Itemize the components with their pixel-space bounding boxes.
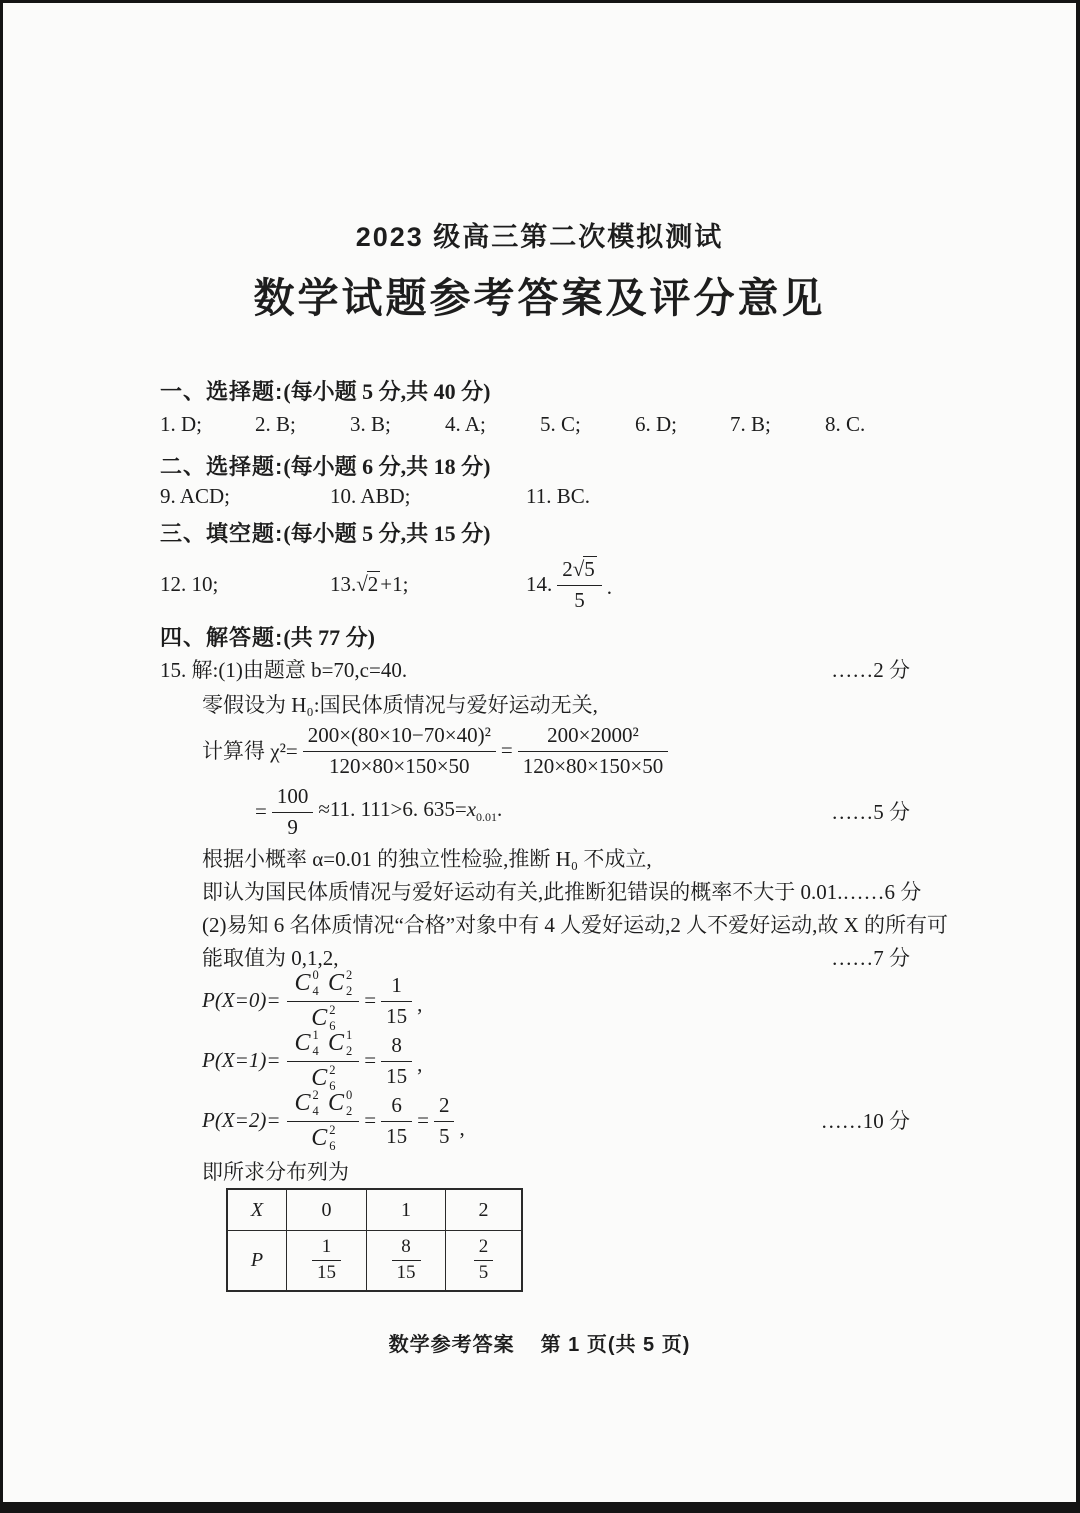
score-mark: ……2 分 xyxy=(831,658,910,682)
fraction xyxy=(287,968,359,1033)
subscript: 2 xyxy=(346,984,353,998)
sqrt-expression xyxy=(356,572,380,597)
probability-lhs: P(X=0)= xyxy=(202,987,281,1012)
variable-x: x xyxy=(466,796,477,821)
fraction xyxy=(392,1237,421,1284)
denominator: 5 xyxy=(438,1123,450,1148)
section-header-choice-1 xyxy=(160,375,490,406)
equals-sign: = xyxy=(364,987,377,1012)
answer-suffix: +1; xyxy=(380,571,409,596)
score-mark: ……7 分 xyxy=(831,946,910,970)
superscript: 2 xyxy=(312,1087,319,1102)
fraction xyxy=(272,783,314,838)
numerator: 8 xyxy=(381,1032,412,1061)
answers-row-1-8 xyxy=(160,412,920,437)
approx-text: ≈11. 111>6. 635= xyxy=(318,796,467,821)
section-note: (每小题 6 分,共 18 分) xyxy=(283,454,491,479)
radicand: 5 xyxy=(584,557,595,582)
table-cell: 2 xyxy=(446,1189,523,1231)
denominator: 5 xyxy=(574,587,585,612)
fraction xyxy=(434,1092,455,1147)
coefficient: 2 xyxy=(562,557,573,582)
combination xyxy=(328,1029,352,1058)
equals-sign: = xyxy=(364,1047,377,1072)
combination-symbol: C xyxy=(311,1005,328,1031)
answers-row-12-14 xyxy=(160,551,612,617)
equals-sign: = xyxy=(364,1107,377,1132)
numerator: 2 xyxy=(434,1092,455,1121)
subscript: 6 xyxy=(329,1079,336,1093)
fraction xyxy=(381,1092,412,1147)
section-label: 四、解答题: xyxy=(160,625,284,650)
table-cell xyxy=(446,1231,523,1292)
answer-item: 5. C; xyxy=(540,412,581,436)
subscript: 2 xyxy=(346,1104,353,1118)
period: . xyxy=(497,796,503,821)
distribution-intro-line: 即所求分布列为 xyxy=(202,1160,349,1184)
section-note: (每小题 5 分,共 15 分) xyxy=(283,521,491,546)
answer-item: 7. B; xyxy=(730,412,771,436)
denominator: 9 xyxy=(287,814,298,839)
table-row-p xyxy=(227,1231,522,1292)
answer-item: 3. B; xyxy=(350,412,391,436)
answers-row-9-11 xyxy=(160,484,590,509)
equals-sign: = xyxy=(500,737,513,762)
numerator xyxy=(557,556,602,585)
fraction xyxy=(474,1237,494,1284)
combination xyxy=(294,1029,318,1058)
subscript: 4 xyxy=(312,1044,319,1058)
denominator xyxy=(287,1122,359,1153)
table-cell xyxy=(287,1231,367,1292)
comma: , xyxy=(459,1115,465,1140)
fraction xyxy=(303,722,496,777)
combination-symbol: C xyxy=(294,1090,311,1116)
answer-prefix: 13. xyxy=(330,571,357,596)
numerator: 100 xyxy=(272,783,314,812)
solution-line-4: 根据小概率 α=0.01 的独立性检验,推断 H₀ 不成立, xyxy=(202,847,652,871)
table-cell xyxy=(367,1231,446,1292)
denominator: 15 xyxy=(317,1262,336,1283)
probability-line-x1 xyxy=(202,1027,423,1093)
numerator: 1 xyxy=(312,1237,341,1261)
formula-prefix: 计算得 χ²= xyxy=(202,739,298,763)
superscript: 2 xyxy=(329,1122,336,1137)
answer-item-12: 12. 10; xyxy=(160,571,219,596)
combination-symbol: C xyxy=(294,970,311,996)
answer-item: 10. ABD; xyxy=(330,484,411,508)
combination-symbol: C xyxy=(294,1030,311,1056)
answer-item-13 xyxy=(330,572,526,597)
equals-sign: = xyxy=(417,1107,429,1132)
footer-page-number: 第 1 页(共 5 页) xyxy=(540,1334,691,1356)
solution-text: 即认为国民体质情况与爱好运动有关,此推断犯错误的概率不大于 0.01. xyxy=(202,880,843,904)
subscript: 6 xyxy=(329,1139,336,1153)
combination-symbol: C xyxy=(311,1125,328,1151)
equals-sign: = xyxy=(255,798,267,823)
score-mark: ……6 分 xyxy=(842,880,922,904)
section-label: 三、填空题: xyxy=(160,521,284,546)
comma: , xyxy=(417,992,423,1016)
footer-doc-name: 数学参考答案 xyxy=(388,1334,515,1356)
subscript: 4 xyxy=(312,984,319,998)
fraction xyxy=(557,556,602,611)
fraction xyxy=(518,722,669,777)
numerator xyxy=(287,1088,359,1122)
section-label: 二、选择题: xyxy=(160,454,284,479)
section-header-choice-2 xyxy=(160,450,490,481)
probability-expression xyxy=(202,1088,465,1153)
denominator: 15 xyxy=(396,1262,416,1283)
answer-item: 8. C. xyxy=(825,412,866,436)
numerator: 200×2000² xyxy=(518,722,669,751)
section-header-solutions xyxy=(160,621,375,652)
solution-text: 能取值为 0,1,2, xyxy=(202,946,339,970)
fraction xyxy=(381,1032,412,1087)
radicand: 2 xyxy=(367,571,379,596)
answer-suffix: . xyxy=(606,574,613,599)
combination-symbol: C xyxy=(328,1030,345,1056)
probability-line-x2 xyxy=(202,1087,910,1153)
answer-item: 4. A; xyxy=(445,412,486,436)
page-footer xyxy=(3,1328,1076,1357)
solution-line-2: 零假设为 H₀:国民体质情况与爱好运动无关, xyxy=(202,693,598,717)
section-note: (每小题 5 分,共 40 分) xyxy=(283,379,491,404)
denominator: 120×80×150×50 xyxy=(522,753,664,778)
radical-sign: √ xyxy=(356,571,367,596)
combination-symbol: C xyxy=(328,1090,345,1116)
table-header-x: X xyxy=(227,1189,287,1231)
fraction xyxy=(287,1028,359,1093)
table-cell: 0 xyxy=(287,1189,367,1231)
combination xyxy=(328,969,352,998)
combination xyxy=(294,1089,318,1118)
fraction xyxy=(381,972,412,1027)
probability-lhs: P(X=1)= xyxy=(202,1047,281,1072)
score-mark: ……5 分 xyxy=(831,800,910,824)
answer-item: 9. ACD; xyxy=(160,484,231,508)
superscript: 0 xyxy=(346,1087,353,1102)
solution-line-1 xyxy=(160,654,910,684)
combination xyxy=(294,969,318,998)
solution-line-6: (2)易知 6 名体质情况“合格”对象中有 4 人爱好运动,2 人不爱好运动,故 X 的所有可 xyxy=(202,913,949,937)
denominator: 15 xyxy=(386,1003,408,1028)
fraction xyxy=(312,1237,341,1284)
numerator: 1 xyxy=(381,972,412,1001)
combination xyxy=(311,1124,335,1153)
numerator xyxy=(287,1028,359,1062)
score-mark: ……10 分 xyxy=(820,1109,910,1133)
radical-sign: √ xyxy=(572,557,584,582)
numerator: 6 xyxy=(381,1092,412,1121)
section-header-fill-in xyxy=(160,517,490,548)
exam-session-title: 2023 级高三第二次模拟测试 xyxy=(355,222,724,252)
distribution-table xyxy=(226,1188,523,1292)
probability-lhs: P(X=2)= xyxy=(202,1107,281,1132)
chi-square-result-line xyxy=(255,781,910,841)
superscript: 2 xyxy=(346,967,353,982)
numerator: 2 xyxy=(474,1237,494,1261)
subscript: 2 xyxy=(346,1044,353,1058)
table-row-x xyxy=(227,1189,522,1231)
numerator: 8 xyxy=(392,1237,421,1261)
solution-text: 15. 解:(1)由题意 b=70,c=40. xyxy=(160,658,408,682)
superscript: 2 xyxy=(329,1002,336,1017)
table-header-p: P xyxy=(227,1231,287,1292)
table-cell: 1 xyxy=(367,1189,446,1231)
numerator xyxy=(287,968,359,1002)
solution-line-5 xyxy=(202,876,922,906)
denominator: 15 xyxy=(386,1123,408,1148)
probability-line-x0 xyxy=(202,967,423,1033)
sqrt-expression xyxy=(573,556,597,581)
section-note: (共 77 分) xyxy=(283,625,375,650)
answer-item: 11. BC. xyxy=(526,484,590,508)
subscript: 0.01 xyxy=(476,810,498,825)
combination-symbol: C xyxy=(311,1065,328,1091)
denominator: 15 xyxy=(386,1063,408,1088)
answer-item: 1. D; xyxy=(160,412,202,436)
subscript: 6 xyxy=(329,1019,336,1033)
superscript: 1 xyxy=(346,1027,353,1042)
superscript: 1 xyxy=(312,1027,319,1042)
numerator: 200×(80×10−70×40)² xyxy=(303,722,496,751)
answer-prefix: 14. xyxy=(526,571,553,596)
answer-item-14 xyxy=(526,556,612,611)
combination xyxy=(328,1089,352,1118)
superscript: 2 xyxy=(329,1062,336,1077)
answer-item: 6. D; xyxy=(635,412,677,436)
combination-symbol: C xyxy=(328,970,345,996)
section-label: 一、选择题: xyxy=(160,379,284,404)
comparison-text xyxy=(318,797,502,825)
fraction xyxy=(287,1088,359,1153)
subscript: 4 xyxy=(312,1104,319,1118)
result-expression xyxy=(255,783,502,838)
answer-item: 2. B; xyxy=(255,412,296,436)
superscript: 0 xyxy=(312,967,319,982)
page-title: 数学试题参考答案及评分意见 xyxy=(253,275,826,321)
comma: , xyxy=(417,1052,423,1076)
denominator: 5 xyxy=(478,1262,489,1283)
chi-square-formula xyxy=(202,717,673,783)
denominator: 120×80×150×50 xyxy=(329,753,470,778)
